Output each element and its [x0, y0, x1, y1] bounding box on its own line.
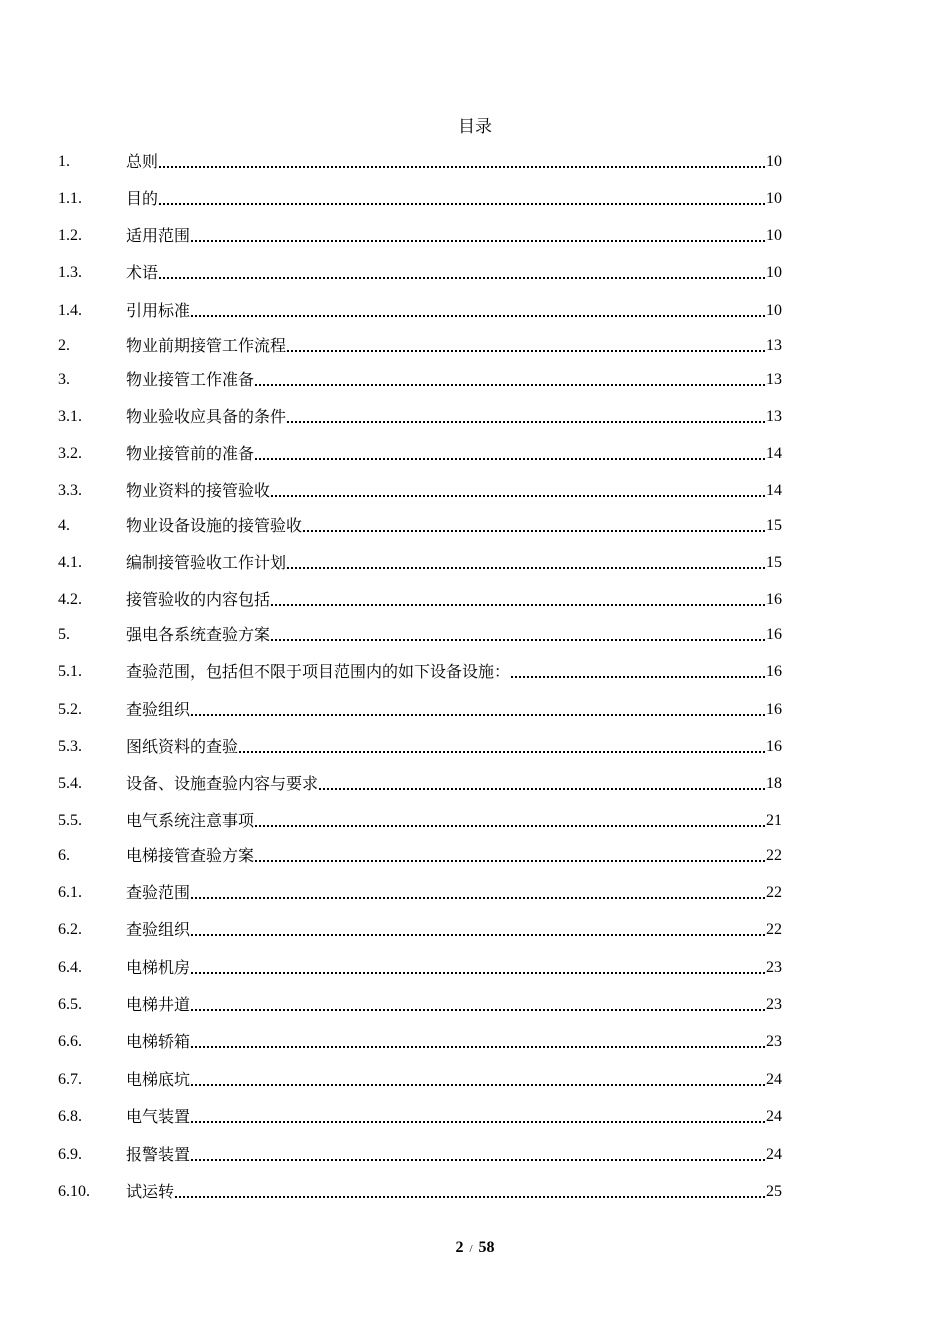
toc-dot-leader	[239, 750, 765, 753]
toc-entry-number: 1.4.	[58, 302, 82, 319]
toc-dot-leader	[175, 1195, 765, 1198]
toc-entry-number: 3.3.	[58, 482, 82, 499]
toc-entry-title: 物业接管工作准备	[126, 370, 255, 389]
toc-entry-number: 5.2.	[58, 701, 82, 718]
toc-entry-page: 24	[766, 1071, 782, 1088]
toc-dot-leader	[191, 933, 765, 936]
toc-entry-title: 术语	[126, 263, 159, 282]
toc-entry[interactable]	[58, 1141, 782, 1167]
toc-entry[interactable]	[58, 185, 782, 211]
toc-entry-page: 10	[766, 302, 782, 319]
toc-entry-title: 接管验收的内容包括	[126, 590, 271, 609]
toc-entry-page: 10	[766, 264, 782, 281]
toc-entry-number: 1.3.	[58, 264, 82, 281]
toc-entry-number: 6.5.	[58, 996, 82, 1013]
toc-dot-leader	[191, 713, 765, 716]
toc-entry[interactable]	[58, 1103, 782, 1129]
toc-entry[interactable]	[58, 916, 782, 942]
toc-entry-title: 电梯底坑	[126, 1070, 191, 1089]
toc-entry-page: 18	[766, 775, 782, 792]
toc-entry-page: 16	[766, 701, 782, 718]
toc-dot-leader	[287, 420, 765, 423]
toc-entry-number: 3.1.	[58, 408, 82, 425]
toc-entry-title: 适用范围	[126, 226, 191, 245]
toc-entry-page: 10	[766, 227, 782, 244]
toc-entry-title: 电气系统注意事项	[126, 811, 255, 830]
toc-entry-title: 电梯接管查验方案	[126, 846, 255, 865]
toc-dot-leader	[191, 1008, 765, 1011]
toc-entry[interactable]	[58, 586, 782, 612]
toc-dot-leader	[511, 675, 765, 678]
toc-entry-title: 电梯井道	[126, 995, 191, 1014]
toc-entry-number: 1.2.	[58, 227, 82, 244]
toc-dot-leader	[191, 239, 765, 242]
toc-entry[interactable]	[58, 512, 782, 538]
toc-dot-leader	[191, 1083, 765, 1086]
toc-dot-leader	[191, 971, 765, 974]
toc-entry[interactable]	[58, 842, 782, 868]
toc-entry-title: 电梯机房	[126, 958, 191, 977]
toc-entry[interactable]	[58, 733, 782, 759]
toc-entry[interactable]	[58, 477, 782, 503]
toc-dot-leader	[159, 165, 765, 168]
toc-entry[interactable]	[58, 658, 782, 684]
toc-entry-page: 15	[766, 554, 782, 571]
toc-entry-title: 物业验收应具备的条件	[126, 407, 287, 426]
toc-entry-number: 5.4.	[58, 775, 82, 792]
toc-dot-leader	[159, 276, 765, 279]
toc-entry-number: 2.	[58, 337, 70, 354]
toc-entry[interactable]	[58, 954, 782, 980]
toc-entry-page: 13	[766, 408, 782, 425]
toc-dot-leader	[255, 383, 765, 386]
toc-entry[interactable]	[58, 222, 782, 248]
toc-entry-number: 6.9.	[58, 1146, 82, 1163]
toc-entry-page: 23	[766, 996, 782, 1013]
toc-entry[interactable]	[58, 621, 782, 647]
toc-dot-leader	[255, 457, 765, 460]
toc-entry-number: 4.1.	[58, 554, 82, 571]
toc-entry-page: 13	[766, 371, 782, 388]
toc-entry-number: 4.2.	[58, 591, 82, 608]
toc-entry[interactable]	[58, 148, 782, 174]
toc-dot-leader	[271, 494, 765, 497]
toc-entry-title: 物业资料的接管验收	[126, 481, 271, 500]
total-page-count: 58	[478, 1239, 495, 1256]
toc-entry-title: 强电各系统查验方案	[126, 625, 271, 644]
toc-entry-page: 16	[766, 663, 782, 680]
toc-entry-number: 6.	[58, 847, 70, 864]
toc-entry-title: 引用标准	[126, 301, 191, 320]
toc-entry[interactable]	[58, 549, 782, 575]
toc-entry-page: 21	[766, 812, 782, 829]
toc-dot-leader	[255, 859, 765, 862]
toc-entry-page: 16	[766, 591, 782, 608]
toc-entry[interactable]	[58, 403, 782, 429]
toc-entry[interactable]	[58, 440, 782, 466]
toc-entry[interactable]	[58, 366, 782, 392]
toc-dot-leader	[191, 1158, 765, 1161]
toc-dot-leader	[271, 638, 765, 641]
toc-entry-number: 6.10.	[58, 1183, 90, 1200]
toc-entry-title: 电气装置	[126, 1107, 191, 1126]
toc-entry-page: 14	[766, 445, 782, 462]
toc-entry-page: 16	[766, 626, 782, 643]
toc-entry-number: 6.4.	[58, 959, 82, 976]
toc-entry-page: 24	[766, 1108, 782, 1125]
toc-entry[interactable]	[58, 879, 782, 905]
toc-entry[interactable]	[58, 1178, 782, 1204]
toc-entry-number: 4.	[58, 517, 70, 534]
toc-entry[interactable]	[58, 770, 782, 796]
toc-dot-leader	[191, 896, 765, 899]
toc-entry[interactable]	[58, 1066, 782, 1092]
toc-dot-leader	[287, 349, 765, 352]
toc-entry-number: 1.	[58, 153, 70, 170]
toc-entry-number: 6.6.	[58, 1033, 82, 1050]
toc-entry-title: 物业前期接管工作流程	[126, 336, 287, 355]
toc-entry[interactable]	[58, 991, 782, 1017]
toc-entry[interactable]	[58, 1028, 782, 1054]
toc-dot-leader	[191, 1120, 765, 1123]
toc-entry-page: 23	[766, 959, 782, 976]
toc-dot-leader	[319, 787, 765, 790]
toc-dot-leader	[191, 314, 765, 317]
toc-entry-title: 试运转	[126, 1182, 175, 1201]
toc-entry-title: 设备、设施查验内容与要求	[126, 774, 319, 793]
toc-entry-number: 1.1.	[58, 190, 82, 207]
toc-entry-number: 6.7.	[58, 1071, 82, 1088]
toc-entry[interactable]	[58, 332, 782, 358]
toc-entry-title: 总则	[126, 152, 159, 171]
toc-entry-page: 10	[766, 153, 782, 170]
page-footer	[0, 1238, 950, 1259]
toc-entry-title: 图纸资料的查验	[126, 737, 239, 756]
toc-dot-leader	[159, 202, 765, 205]
toc-entry-title: 报警装置	[126, 1145, 191, 1164]
toc-entry-title: 物业接管前的准备	[126, 444, 255, 463]
toc-dot-leader	[191, 1045, 765, 1048]
toc-entry-number: 6.1.	[58, 884, 82, 901]
toc-entry[interactable]	[58, 807, 782, 833]
toc-entry[interactable]	[58, 696, 782, 722]
toc-dot-leader	[271, 603, 765, 606]
toc-entry-page: 16	[766, 738, 782, 755]
toc-entry[interactable]	[58, 259, 782, 285]
toc-entry-number: 3.2.	[58, 445, 82, 462]
toc-entry-title: 目的	[126, 189, 159, 208]
toc-dot-leader	[303, 529, 765, 532]
toc-entry-number: 6.2.	[58, 921, 82, 938]
toc-entry-page: 15	[766, 517, 782, 534]
toc-entry-page: 22	[766, 921, 782, 938]
toc-entry-number: 5.	[58, 626, 70, 643]
toc-entry-number: 5.1.	[58, 663, 82, 680]
toc-title: 目录	[458, 117, 492, 137]
toc-dot-leader	[255, 824, 765, 827]
toc-entry-page: 10	[766, 190, 782, 207]
toc-entry-title: 编制接管验收工作计划	[126, 553, 287, 572]
toc-entry-title: 物业设备设施的接管验收	[126, 516, 303, 535]
toc-entry-page: 25	[766, 1183, 782, 1200]
toc-entry-title: 查验范围，包括但不限于项目范围内的如下设备设施：	[126, 662, 511, 681]
toc-entry-page: 23	[766, 1033, 782, 1050]
toc-entry-page: 14	[766, 482, 782, 499]
toc-entry-number: 3.	[58, 371, 70, 388]
toc-entry-page: 22	[766, 847, 782, 864]
toc-entry-title: 查验组织	[126, 920, 191, 939]
toc-entry-title: 查验组织	[126, 700, 191, 719]
toc-entry-page: 24	[766, 1146, 782, 1163]
toc-entry-title: 查验范围	[126, 883, 191, 902]
page-separator: /	[469, 1243, 473, 1255]
toc-entry-number: 5.3.	[58, 738, 82, 755]
toc-dot-leader	[287, 566, 765, 569]
current-page-number: 2	[455, 1239, 464, 1256]
toc-entry[interactable]	[58, 297, 782, 323]
toc-entry-number: 6.8.	[58, 1108, 82, 1125]
toc-entry-title: 电梯轿箱	[126, 1032, 191, 1051]
toc-entry-number: 5.5.	[58, 812, 82, 829]
toc-entry-page: 13	[766, 337, 782, 354]
toc-entry-page: 22	[766, 884, 782, 901]
